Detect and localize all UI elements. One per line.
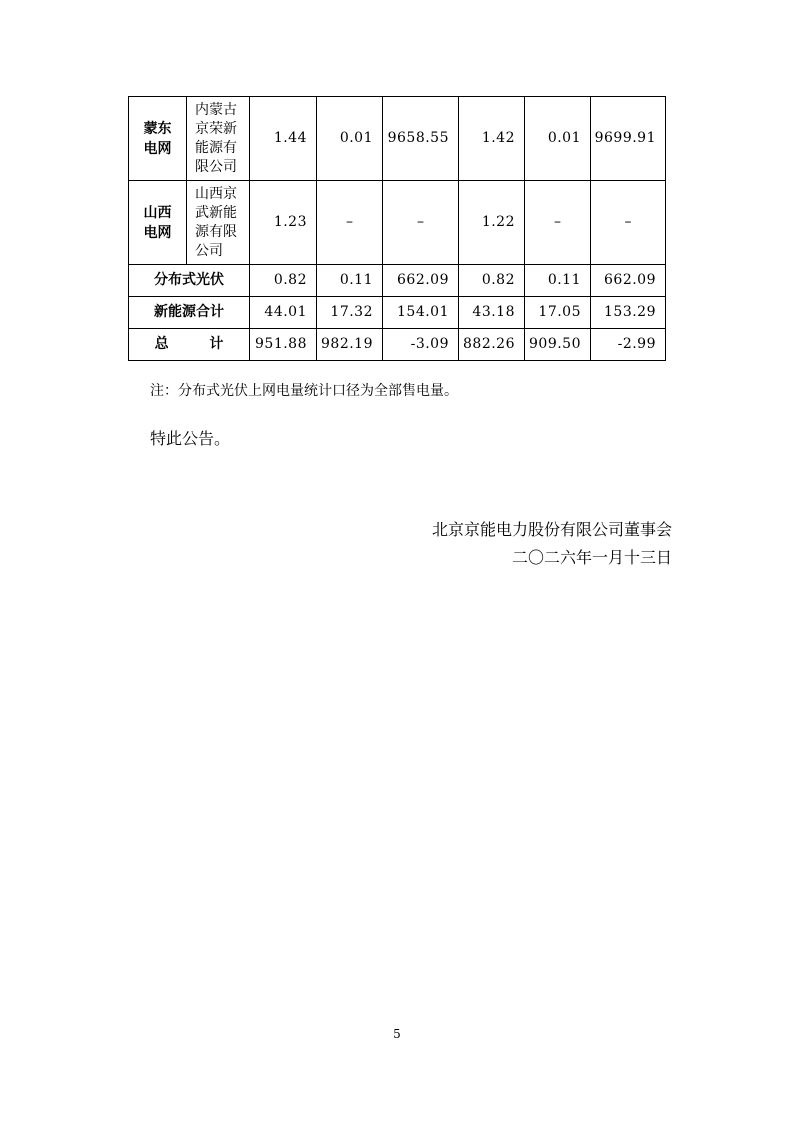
company-cell <box>187 181 250 265</box>
value-cell: 882.26 <box>459 329 525 361</box>
grid-name: 蒙东电网 <box>143 120 172 157</box>
signature-organization: 北京京能电力股份有限公司董事会 <box>431 520 672 539</box>
grid-name-cell <box>129 97 187 181</box>
table-row <box>129 181 666 265</box>
value-cell: 17.05 <box>525 297 591 329</box>
row-label: 新能源合计 <box>129 297 250 329</box>
electricity-table <box>128 96 666 361</box>
value-cell: 17.32 <box>317 297 383 329</box>
table-row <box>129 265 666 297</box>
company-cell <box>187 97 250 181</box>
value-cell: 1.44 <box>250 97 317 181</box>
value-cell: – <box>317 181 383 265</box>
table-row <box>129 97 666 181</box>
value-cell: 0.11 <box>525 265 591 297</box>
value-cell: 9699.91 <box>591 97 666 181</box>
value-cell: 0.01 <box>525 97 591 181</box>
value-cell: 1.23 <box>250 181 317 265</box>
value-cell: 662.09 <box>383 265 459 297</box>
table-footnote: 注：分布式光伏上网电量统计口径为全部售电量。 <box>150 383 458 399</box>
closing-statement: 特此公告。 <box>150 429 231 448</box>
value-cell: 0.11 <box>317 265 383 297</box>
company-name: 内蒙古京荣新能源有限公司 <box>195 101 237 175</box>
signature-date: 二〇二六年一月十三日 <box>511 548 672 567</box>
value-cell: 951.88 <box>250 329 317 361</box>
value-cell: 1.22 <box>459 181 525 265</box>
value-cell: 154.01 <box>383 297 459 329</box>
row-label: 分布式光伏 <box>129 265 250 297</box>
value-cell: 909.50 <box>525 329 591 361</box>
value-cell: 153.29 <box>591 297 666 329</box>
value-cell: – <box>591 181 666 265</box>
grid-name: 山西电网 <box>143 204 172 241</box>
company-name: 山西京武新能源有限公司 <box>195 185 237 259</box>
value-cell: 9658.55 <box>383 97 459 181</box>
table-row <box>129 297 666 329</box>
value-cell: -2.99 <box>591 329 666 361</box>
value-cell: 662.09 <box>591 265 666 297</box>
table-row <box>129 329 666 361</box>
value-cell: 44.01 <box>250 297 317 329</box>
grid-name-cell <box>129 181 187 265</box>
value-cell: – <box>525 181 591 265</box>
value-cell: 0.01 <box>317 97 383 181</box>
value-cell: 982.19 <box>317 329 383 361</box>
signature-block <box>432 516 672 572</box>
value-cell: 0.82 <box>250 265 317 297</box>
value-cell: 0.82 <box>459 265 525 297</box>
page-number: 5 <box>393 1027 401 1041</box>
value-cell: -3.09 <box>383 329 459 361</box>
value-cell: 1.42 <box>459 97 525 181</box>
value-cell: – <box>383 181 459 265</box>
value-cell: 43.18 <box>459 297 525 329</box>
row-label: 总 计 <box>129 329 250 361</box>
